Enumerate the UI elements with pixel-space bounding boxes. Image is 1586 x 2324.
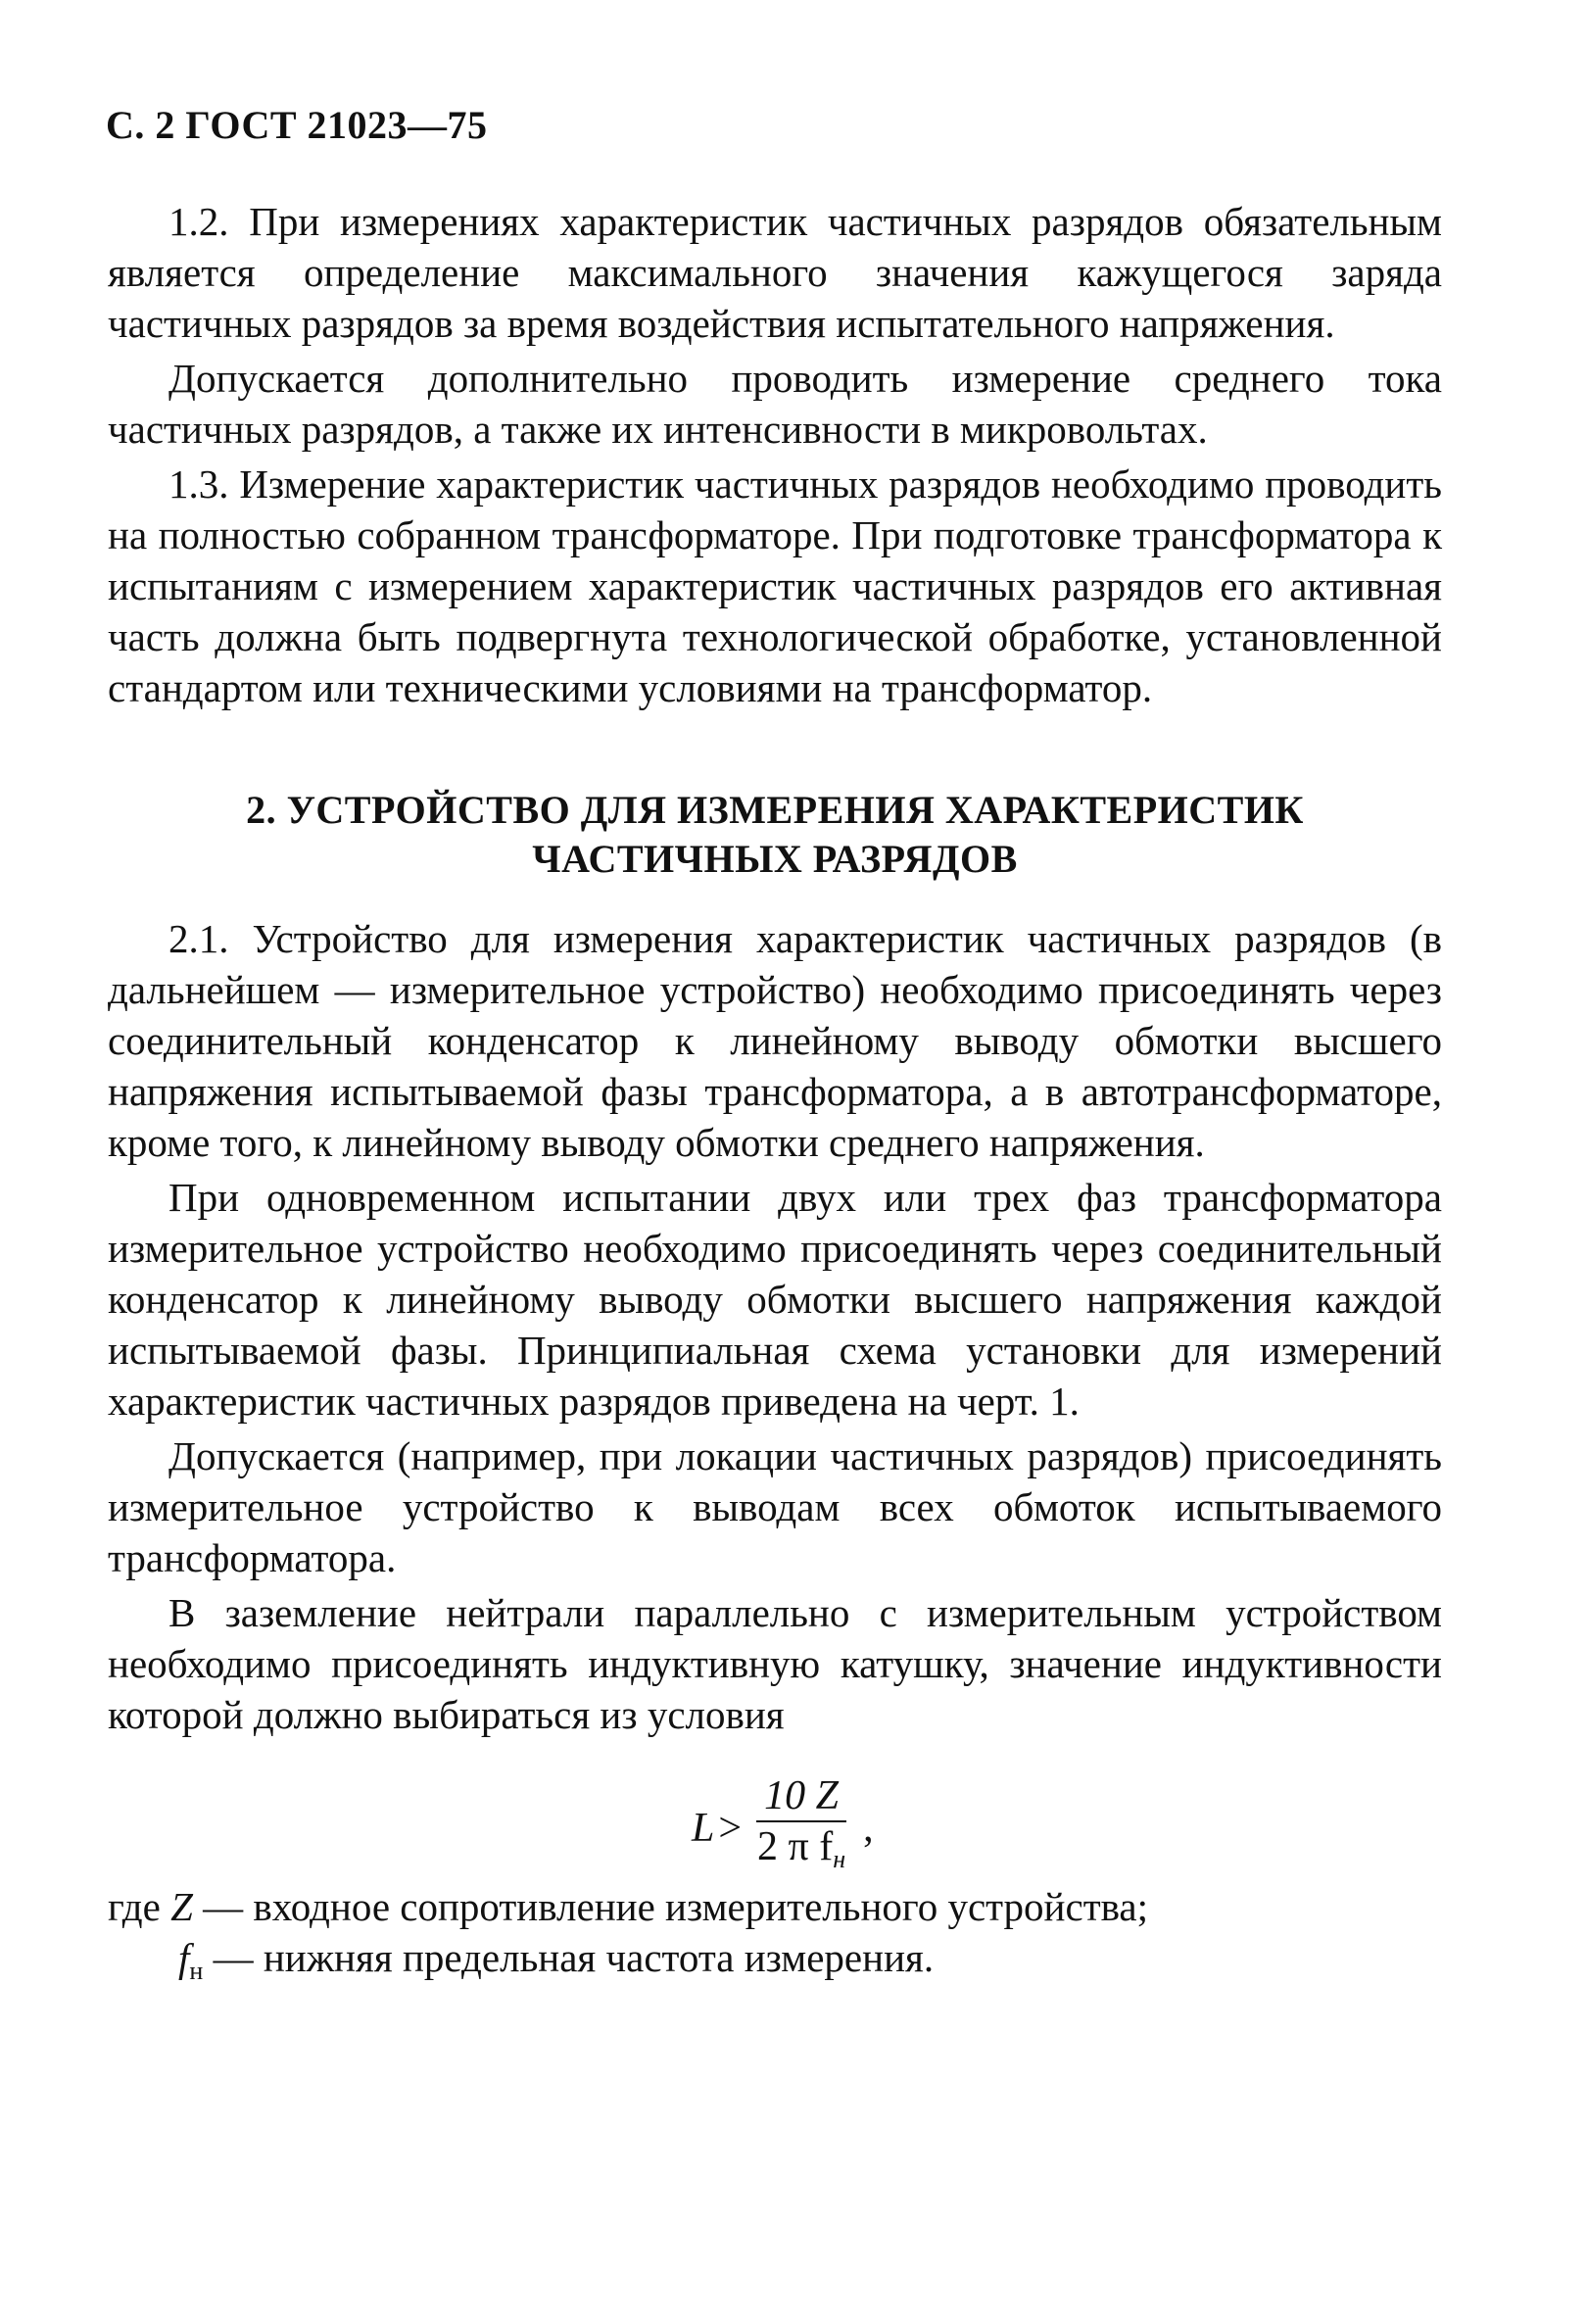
- formula-definitions: [108, 1881, 1442, 1997]
- definition-fn-text: — нижняя предельная частота измерения.: [203, 1935, 935, 1980]
- definition-fn: [108, 1932, 1442, 1997]
- paragraph-2-1: 2.1. Устройство для измерения характеристик частичных разрядов (в дальнейшем — измерительное устройство) необходимо присоединять через соединительный конденсатор к линейному выводу обмотки высшего напряжения испытываемой фазы трансформатора, а в автотрансформаторе, кроме того, к линейному выводу обмотки среднего напряжения.: [108, 916, 1442, 1165]
- definition-fn-symbol: f: [178, 1935, 190, 1980]
- formula-numerator: 10 Z: [756, 1773, 846, 1822]
- definition-z: [108, 1881, 1442, 1932]
- paragraph-1-2-addendum: Допускается дополнительно проводить измерение среднего тока частичных разрядов, а также их интенсивности в микровольтах.: [108, 356, 1442, 452]
- formula-trailing: ,: [863, 1805, 874, 1851]
- paragraph-1-3: 1.3. Измерение характеристик частичных разрядов необходимо проводить на полностью собранном трансформаторе. При подготовке трансформатора к испытаниям с измерением характеристик частичных разрядов его активная часть должна быть подвергнута технологической обработке, установленной стандартом или техническими условиями на трансформатор.: [108, 461, 1442, 710]
- document-body: [108, 196, 1442, 1997]
- section-2-title-line2: ЧАСТИЧНЫХ РАЗРЯДОВ: [532, 837, 1018, 881]
- definition-fn-sub: н: [189, 1957, 204, 1985]
- section-2-title: [108, 786, 1442, 884]
- paragraph-1-2: 1.2. При измерениях характеристик частичных разрядов обязательным является определение максимального значения кажущегося заряда частичных разрядов за время воздействия испытательного напряжения.: [108, 199, 1442, 346]
- formula-fraction: [749, 1773, 853, 1882]
- formula-lhs: L: [692, 1805, 715, 1851]
- definition-z-prefix: где: [108, 1884, 171, 1929]
- formula-denominator-sub: н: [833, 1845, 846, 1873]
- formula-denominator-main: 2 π f: [757, 1824, 834, 1869]
- paragraph-2-1-phases: При одновременном испытании двух или трех фаз трансформатора измерительное устройство необходимо присоединять через соединительный конденсатор к линейному выводу обмотки высшего напряжения каждой испытываемой фазы. Принципиальная схема установки для измерений характеристик частичных разрядов приведена на черт. 1.: [108, 1175, 1442, 1424]
- definition-z-symbol: Z: [170, 1884, 193, 1929]
- paragraph-2-1-neutral: В заземление нейтрали параллельно с измерительным устройством необходимо присоединять индуктивную катушку, значение индуктивности которой должно выбираться из условия: [108, 1590, 1442, 1737]
- page-header: С. 2 ГОСТ 21023—75: [106, 103, 488, 147]
- formula-operator: >: [718, 1805, 743, 1851]
- section-2-title-line1: 2. УСТРОЙСТВО ДЛЯ ИЗМЕРЕНИЯ ХАРАКТЕРИСТИК: [246, 788, 1304, 832]
- paragraph-2-1-location: Допускается (например, при локации частичных разрядов) присоединять измерительное устройство к выводам всех обмоток испытываемого трансформатора.: [108, 1433, 1442, 1580]
- formula-denominator: [749, 1822, 853, 1882]
- definition-z-text: — входное сопротивление измерительного устройства;: [192, 1884, 1149, 1929]
- inductance-formula: [108, 1754, 1442, 1881]
